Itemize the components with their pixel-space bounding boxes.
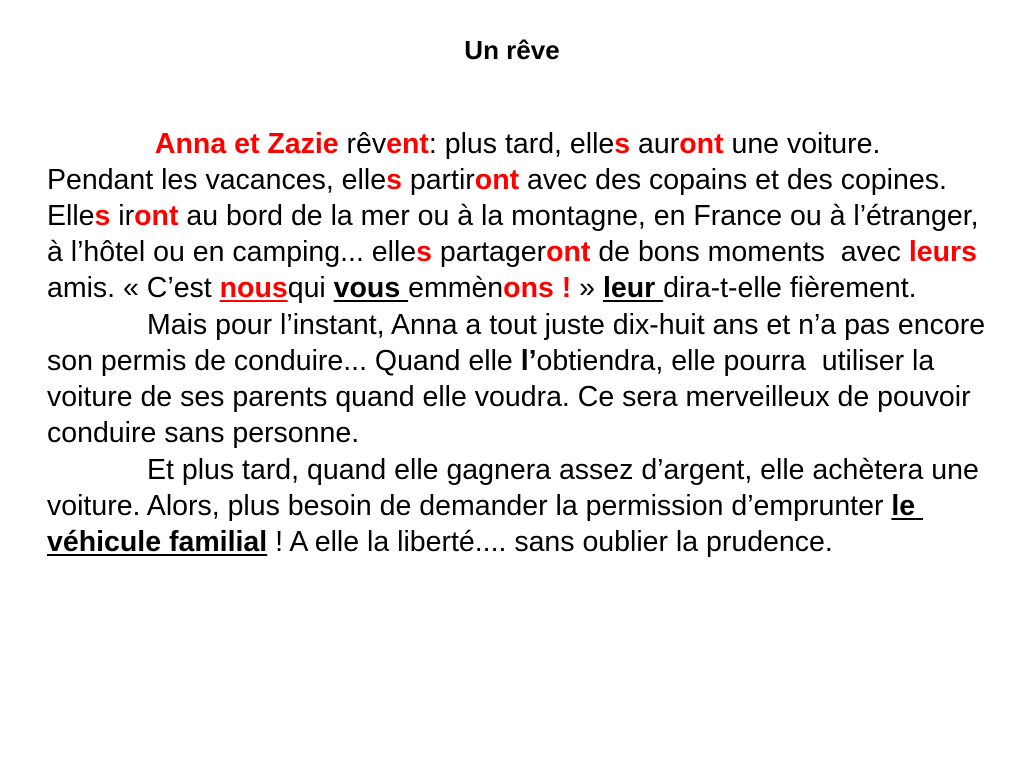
highlighted-text: leurs [908, 236, 977, 268]
text-segment: obtiendra, elle pourra utiliser la voiture de ses parents quand elle voudra. Ce sera merveilleux de pouvoir conduire sans personne. [47, 345, 979, 449]
highlighted-text: s [94, 200, 111, 232]
text-segment: ! A elle la liberté.... sans oublier la prudence. [267, 526, 833, 558]
highlighted-text: s [416, 236, 433, 268]
highlighted-text: ent [386, 128, 429, 160]
underlined-text: leur [602, 272, 664, 304]
text-segment [147, 128, 155, 160]
text-segment: Et plus tard, quand elle gagnera assez d’argent, elle achètera une voiture. Alors, plus besoin de demander la permission d’emprunter [47, 454, 995, 522]
text-segment: une voiture. Pendant les vacances, elle [47, 128, 889, 196]
paragraph [47, 126, 987, 306]
paragraph [47, 307, 993, 451]
highlighted-text: s [614, 128, 631, 160]
text-segment: partager [432, 236, 547, 268]
slide-body [47, 126, 995, 560]
highlighted-text: nous [219, 272, 288, 304]
underlined-text: vous [333, 272, 409, 304]
text-segment: » [571, 272, 603, 304]
text-segment: ir [110, 200, 135, 232]
highlighted-text: ont [474, 164, 520, 196]
bold-text: l’ [520, 345, 537, 377]
text-segment: Mais pour l’instant, Anna a tout juste dix-huit ans et n’a pas encore son permis de conduire... Quand elle [47, 309, 993, 377]
highlighted-text: s [386, 164, 402, 196]
text-segment: dira-t-elle fièrement. [663, 272, 917, 304]
slide-title: Un rêve [464, 35, 560, 65]
text-segment: partir [401, 164, 475, 196]
underlined-text: le véhicule familial [47, 490, 924, 558]
text-segment: amis. « C’est [47, 236, 985, 304]
highlighted-text: ont [134, 200, 179, 232]
text-segment: aur [630, 128, 680, 160]
text-segment [554, 272, 562, 304]
paragraph [47, 452, 995, 560]
text-segment: emmèn [408, 272, 504, 304]
highlighted-text: ont [546, 236, 591, 268]
text-segment: avec des copains et des copines. Elle [47, 164, 955, 232]
highlighted-text: ont [679, 128, 724, 160]
text-segment: au bord de la mer ou à la montagne, en France ou à l’étranger, à l’hôtel ou en camping... elle [47, 200, 987, 268]
text-segment: : plus tard, elle [428, 128, 615, 160]
highlighted-text: ! [561, 272, 572, 304]
highlighted-text: Anna et Zazie [154, 128, 339, 160]
text-segment: qui [287, 272, 334, 304]
text-segment: rêv [338, 128, 387, 160]
text-segment: de bons moments avec [590, 236, 909, 268]
highlighted-text: ons [503, 272, 554, 304]
